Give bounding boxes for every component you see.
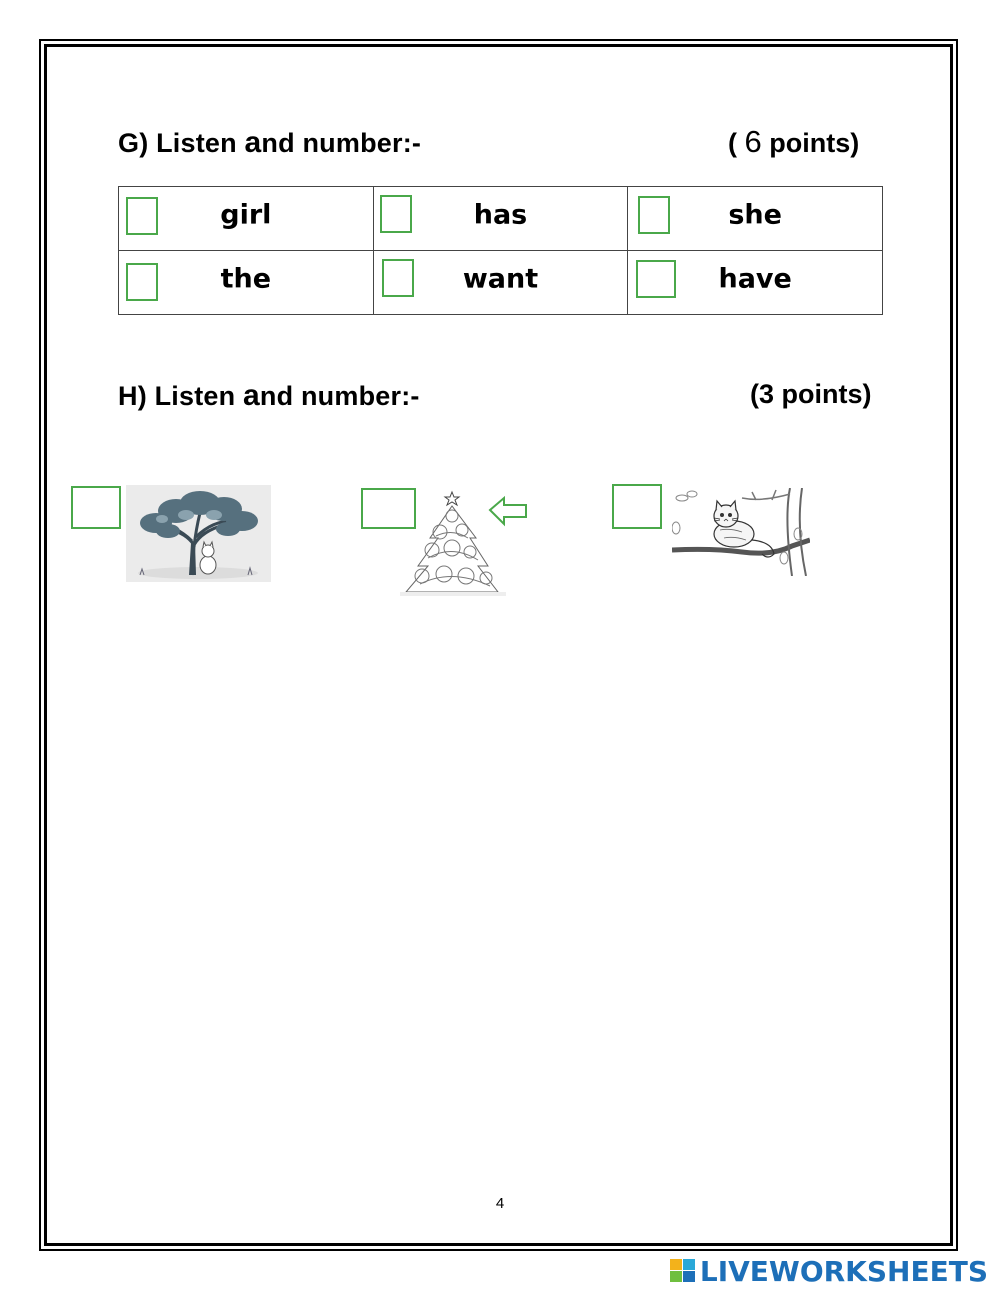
word-label: the xyxy=(220,263,272,294)
section-g-points-number: 6 xyxy=(744,124,762,159)
section-g-title-part2: nd number:- xyxy=(261,128,422,158)
words-table xyxy=(118,186,883,315)
word-label: want xyxy=(462,263,539,294)
page-number: 4 xyxy=(495,1195,505,1212)
section-h-title-part1: H) Listen xyxy=(118,381,244,411)
word-cell xyxy=(628,187,883,251)
word-cell xyxy=(373,187,628,251)
liveworksheets-brand[interactable] xyxy=(670,1253,988,1289)
table-row xyxy=(119,251,883,315)
section-h-points: (3 points) xyxy=(750,379,872,409)
word-label: girl xyxy=(220,199,272,230)
number-input-box[interactable] xyxy=(612,484,662,529)
liveworksheets-logo-icon xyxy=(670,1258,696,1284)
section-g-points-open: ( xyxy=(728,128,745,158)
section-h-title-a: a xyxy=(243,379,260,412)
section-g-title-a: a xyxy=(244,126,262,159)
christmas-tree-cats-image xyxy=(400,488,528,596)
section-g-title xyxy=(118,126,421,160)
section-h-title-part2: nd number:- xyxy=(259,381,420,411)
section-g-title-part1: G) Listen xyxy=(118,128,245,158)
section-g-points-label: points) xyxy=(761,128,860,158)
word-label: has xyxy=(473,199,528,230)
table-row xyxy=(119,187,883,251)
word-cell xyxy=(373,251,628,315)
section-h-title xyxy=(118,379,420,413)
number-input-box[interactable] xyxy=(71,486,121,529)
brand-text: LIVEWORKSHEETS xyxy=(699,1254,988,1288)
word-cell xyxy=(119,251,374,315)
word-label: she xyxy=(728,199,782,230)
word-cell xyxy=(119,187,374,251)
word-label: have xyxy=(718,263,792,294)
tree-cat-image xyxy=(126,485,271,582)
section-g-points xyxy=(728,124,859,160)
word-cell xyxy=(628,251,883,315)
branch-cat-image xyxy=(672,488,810,576)
